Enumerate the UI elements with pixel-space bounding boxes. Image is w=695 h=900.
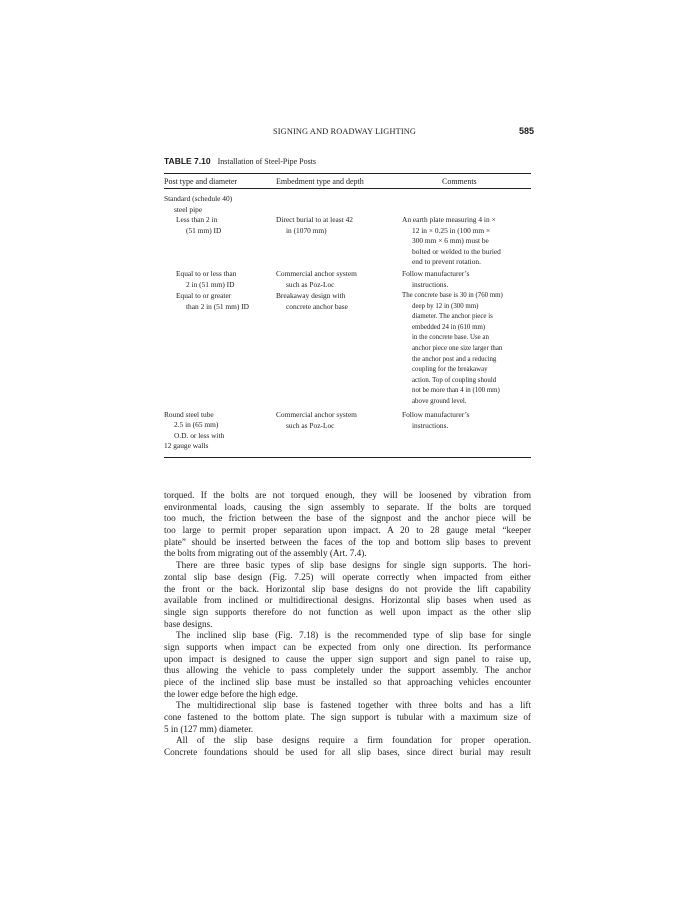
table-cell-comments: Follow manufacturer’s instructions. [402, 410, 470, 430]
body-line: cone fastened to the bottom plate. The sign support is tubular with a maximum size of [164, 712, 531, 723]
body-line: torqued. If the bolts are not torqued enough, they will be loosened by vibration from [164, 490, 531, 500]
table-top-rule [164, 173, 531, 174]
table-cell-embedment: Breakaway design with concrete anchor base [276, 291, 348, 311]
table-cell-comments: Follow manufacturer’s instructions. [402, 269, 470, 289]
table-cell-post: Equal to or less than 2 in (51 mm) ID [176, 269, 237, 289]
table-bottom-rule [164, 457, 531, 458]
body-line: plate” should be inserted between the faces of the top and bottom slip bases to prevent [164, 536, 531, 547]
body-line: the bolts from migrating out of the assembly (Art. 7.4). [164, 548, 367, 559]
section-heading: Round steel tube [164, 410, 214, 419]
running-header [0, 127, 695, 139]
body-line: single sign supports therefore do not function as well upon impact as the other slip [164, 606, 531, 617]
table-header-rule [164, 188, 531, 189]
body-line: piece of the inclined slip base must be installed so that approaching vehicles encounter [164, 677, 531, 687]
body-line: thus allowing the vehicle to pass completely under the support assembly. The anchor [164, 665, 531, 676]
body-text [164, 490, 531, 759]
body-line: environmental loads, causing the sign assembly to separate. If the bolts are torqued [164, 501, 531, 512]
column-header-comments: Comments [442, 177, 477, 186]
column-header-embedment: Embedment type and depth [276, 177, 364, 186]
page-number: 585 [519, 126, 535, 136]
table-cell-post: Equal to or greater than 2 in (51 mm) ID [176, 291, 250, 311]
running-header-title: SIGNING AND ROADWAY LIGHTING [273, 127, 417, 136]
body-line: base designs. [164, 618, 213, 629]
table-cell-comments: The concrete base is 30 in (760 mm) deep by 12 in (300 mm) diameter. The anchor piece is embedded 24 in (610 mm) in the concrete base. Use an anchor piece one size larger than the anchor post and a reducing coupling for the breakaway action. Top of coupling should not be more than 4 in (100 mm) above ground level. [402, 292, 503, 405]
body-line: the lower edge before the high edge. [164, 688, 298, 699]
column-header-post: Post type and diameter [164, 177, 238, 186]
table-cell-post: Less than 2 in (51 mm) ID [176, 215, 222, 235]
table-title: Installation of Steel-Pipe Posts [217, 157, 317, 166]
table-cell-post: 2.5 in (65 mm) O.D. or less with 12 gauge walls [164, 420, 225, 451]
body-line: The inclined slip base (Fig. 7.18) is the recommended type of slip base for single [176, 630, 531, 641]
body-line: available from inclined or multidirectional designs. Horizontal slip bases when used as [164, 595, 531, 606]
body-line: Concrete foundations should be used for all slip bases, since direct burial may result [164, 747, 531, 758]
table-cell-embedment: Direct burial to at least 42 in (1070 mm) [276, 215, 353, 235]
table-cell-embedment: Commercial anchor system such as Poz-Loc [276, 269, 357, 289]
body-line: All of the slip base designs require a firm foundation for proper operation. [176, 735, 531, 746]
body-line: The multidirectional slip base is fastened together with three bolts and has a lift [176, 700, 531, 711]
body-line: the front or the back. Horizontal slip base designs do not provide the lift capability [164, 583, 531, 594]
body-line: too large to permit proper separation upon impact. A 20 to 28 gauge metal “keeper [164, 525, 531, 536]
body-line: sign supports when impact can be expected from only one direction. Its performance [164, 641, 531, 652]
body-line: 5 in (127 mm) diameter. [164, 723, 254, 734]
body-line: upon impact is designed to cause the upper sign support and sign panel to raise up, [164, 653, 531, 664]
body-line: There are three basic types of slip base designs for single sign supports. The hori- [176, 560, 531, 571]
table-caption [164, 156, 316, 166]
body-line: too much, the friction between the base of the signpost and the anchor piece will be [164, 513, 531, 524]
table-cell-embedment: Commercial anchor system such as Poz-Loc [276, 410, 357, 430]
section-heading: Standard (schedule 40) steel pipe [164, 194, 233, 214]
table-number: TABLE 7.10 [164, 156, 211, 166]
body-line: zontal slip base design (Fig. 7.25) will operate correctly when impacted from either [164, 571, 531, 582]
table-cell-comments: An earth plate measuring 4 in × 12 in × 0.25 in (100 mm × 300 mm × 6 mm) must be bolted or welded to the buried end to prevent rotation. [402, 215, 501, 267]
